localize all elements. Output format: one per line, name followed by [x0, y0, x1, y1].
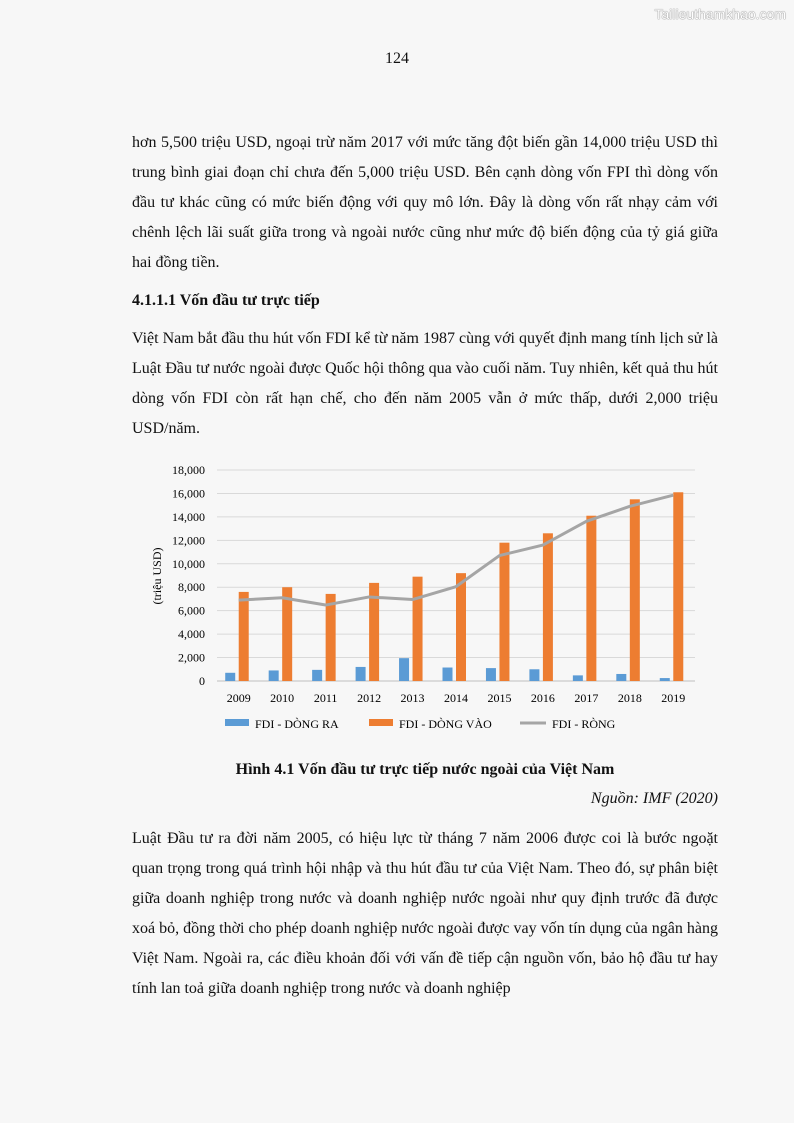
bar-inflow-2017: [586, 516, 596, 681]
x-tick-label: 2017: [574, 691, 599, 705]
y-tick-label: 0: [199, 674, 205, 688]
y-tick-label: 6,000: [178, 603, 205, 618]
bar-inflow-2009: [239, 592, 249, 681]
bar-inflow-2015: [499, 543, 509, 681]
bar-outflow-2011: [312, 670, 322, 681]
bar-inflow-2016: [543, 533, 553, 681]
paragraph-2: Việt Nam bắt đầu thu hút vốn FDI kể từ năm 1987 cùng với quyết định mang tính lịch sử là Luật Đầu tư nước ngoài được Quốc hội thông qua vào cuối năm. Tuy nhiên, kết quả thu hút dòng vốn FDI còn rất hạn chế, cho đến năm 2005 vẫn ở mức thấp, dưới 2,000 triệu USD/năm.: [132, 330, 718, 437]
x-axis-ticks: [227, 691, 686, 705]
bar-inflow-2019: [673, 492, 683, 681]
bar-inflow-2013: [413, 577, 423, 681]
x-tick-label: 2009: [226, 691, 251, 705]
legend-label: FDI - DÒNG RA: [255, 717, 339, 731]
legend-swatch: [225, 719, 249, 726]
legend-swatch: [369, 719, 393, 726]
y-tick-label: 4,000: [178, 627, 205, 642]
y-tick-label: 18,000: [172, 463, 205, 477]
figure-caption: Hình 4.1 Vốn đầu tư trực tiếp nước ngoài của Việt Nam: [235, 761, 615, 778]
chart-legend: [225, 717, 616, 731]
bar-outflow-2010: [269, 670, 279, 681]
bar-outflow-2016: [529, 669, 539, 681]
paragraph-3: Luật Đầu tư ra đời năm 2005, có hiệu lực từ tháng 7 năm 2006 được coi là bước ngoặt quan trọng trong quá trình hội nhập và thu hút đầu tư của Việt Nam. Theo đó, sự phân biệt giữa doanh nghiệp trong nước và doanh nghiệp nước ngoài như quy định trước đã được xoá bỏ, đồng thời cho phép doanh nghiệp nước ngoài được vay vốn tín dụng của ngân hàng Việt Nam. Ngoài ra, các điều khoản đối với vấn đề tiếp cận nguồn vốn, bảo hộ đầu tư hay tính lan toả giữa doanh nghiệp trong nước và doanh nghiệp: [132, 830, 718, 997]
figure-source: Nguồn: IMF (2020): [590, 790, 718, 807]
x-tick-label: 2012: [357, 691, 382, 705]
x-tick-label: 2015: [487, 691, 512, 705]
x-tick-label: 2019: [661, 691, 686, 705]
x-tick-label: 2018: [617, 691, 642, 705]
section-heading: 4.1.1.1 Vốn đầu tư trực tiếp: [132, 292, 320, 309]
x-tick-label: 2013: [400, 691, 425, 705]
y-tick-label: 12,000: [172, 533, 205, 548]
bar-outflow-2013: [399, 658, 409, 681]
x-tick-label: 2016: [530, 691, 555, 705]
x-tick-label: 2014: [444, 691, 468, 705]
y-tick-label: 2,000: [178, 650, 205, 665]
y-tick-label: 8,000: [178, 580, 205, 595]
legend-label: FDI - DÒNG VÀO: [399, 717, 492, 731]
fdi-chart: [140, 455, 700, 745]
watermark: Tailieuthamkhao.com: [654, 6, 786, 22]
bar-inflow-2018: [630, 499, 640, 681]
y-tick-label: 14,000: [172, 509, 205, 524]
bar-outflow-2015: [486, 668, 496, 681]
bar-outflow-2009: [225, 673, 235, 681]
bar-outflow-2019: [660, 678, 670, 681]
y-axis-label: (triệu USD): [150, 547, 164, 605]
bar-inflow-2011: [326, 594, 336, 681]
y-tick-label: 16,000: [172, 486, 205, 501]
bar-inflow-2010: [282, 587, 292, 681]
y-tick-label: 10,000: [172, 556, 205, 571]
x-tick-label: 2010: [270, 691, 295, 705]
x-tick-label: 2011: [313, 691, 338, 705]
page-number: 124: [385, 50, 409, 67]
bar-outflow-2018: [616, 674, 626, 681]
paragraph-1: hơn 5,500 triệu USD, ngoại trừ năm 2017 với mức tăng đột biến gần 14,000 triệu USD thì trung bình giai đoạn chỉ chưa đến 5,000 triệu USD. Bên cạnh dòng vốn FPI thì dòng vốn đầu tư khác cũng có mức biến động với quy mô lớn. Đây là dòng vốn rất nhạy cảm với chênh lệch lãi suất giữa trong và ngoài nước cũng như mức độ biến động của tỷ giá giữa hai đồng tiền.: [132, 134, 718, 271]
bar-inflow-2014: [456, 573, 466, 681]
bar-outflow-2014: [443, 668, 453, 681]
legend-label: FDI - RÒNG: [552, 717, 616, 731]
bar-outflow-2017: [573, 675, 583, 681]
bar-outflow-2012: [356, 667, 366, 681]
y-axis-ticks: [172, 463, 205, 688]
